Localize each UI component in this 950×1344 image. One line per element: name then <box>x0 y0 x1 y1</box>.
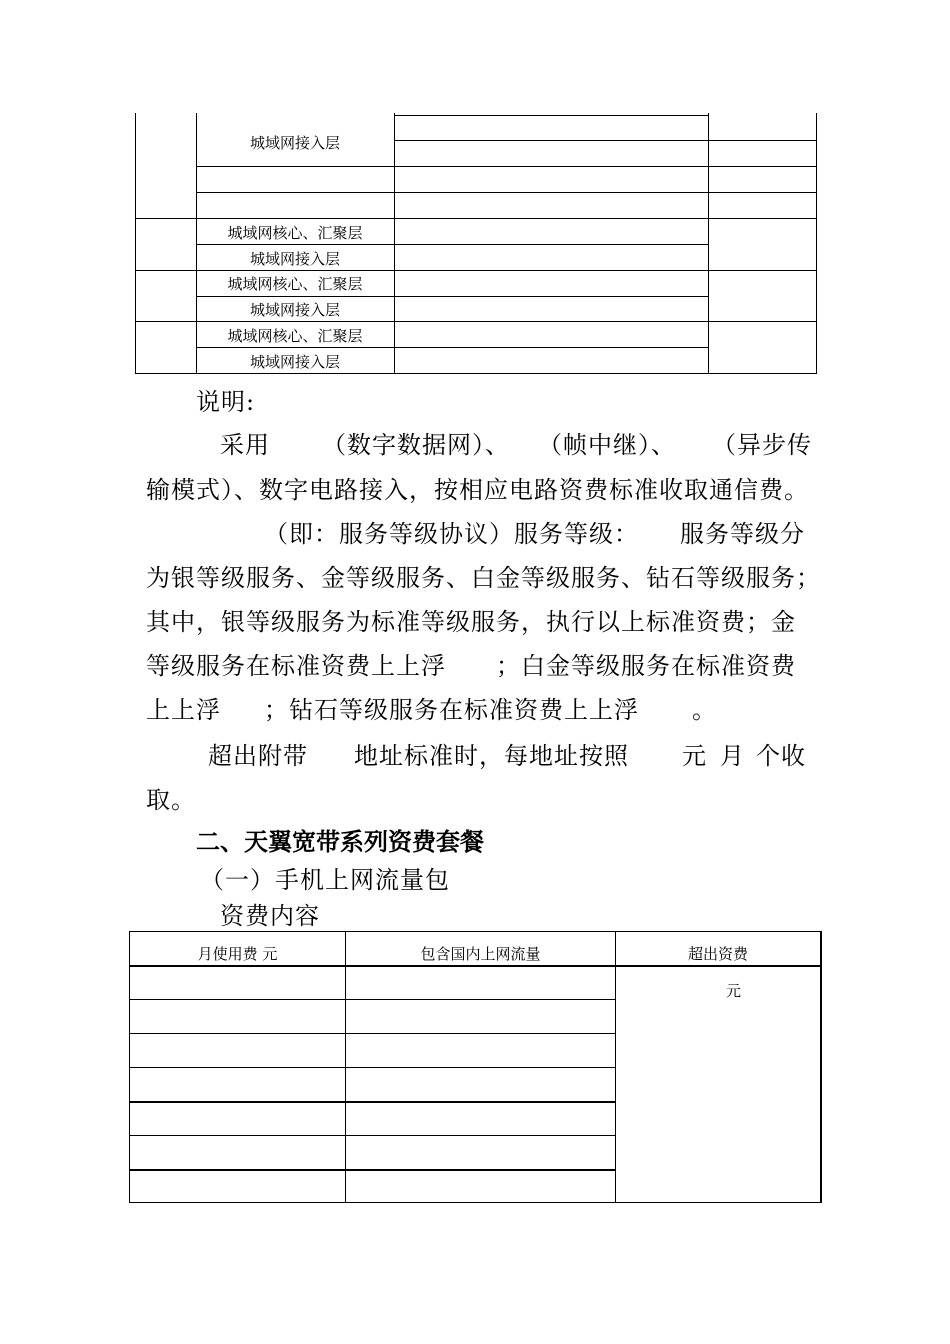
table-1-cell: 城域网核心、汇聚层 <box>227 275 363 293</box>
table-1-cell: 城域网接入层 <box>249 250 340 268</box>
table-1-cell: 城域网接入层 <box>249 353 340 371</box>
notes-text: 取。 <box>146 786 196 814</box>
notes-text: 超出附带 <box>208 742 308 770</box>
notes-text: （异步传 <box>712 431 812 459</box>
table-2-header-traffic: 包含国内上网流量 <box>420 945 541 963</box>
subsection-heading: （一）手机上网流量包 <box>200 866 450 894</box>
notes-text: 输模式）、数字电路接入，按相应电路资费标准收取通信费。 <box>146 476 809 504</box>
notes-text: 服务等级分 <box>680 520 805 548</box>
notes-text: 其中，银等级服务为标准等级服务，执行以上标准资费；金 <box>146 608 796 636</box>
notes-text: ；钻石等级服务在标准资费上上浮 <box>264 696 639 724</box>
notes-text: （即：服务等级协议）服务等级： <box>264 520 639 548</box>
notes-text: 为银等级服务、金等级服务、白金等级服务、钻石等级服务； <box>146 564 821 592</box>
section-heading: 二、天翼宽带系列资费套餐 <box>196 828 484 856</box>
notes-text: （数字数据网）、 <box>322 431 510 459</box>
notes-text: 上上浮 <box>146 696 221 724</box>
notes-text: 元 <box>682 742 707 770</box>
notes-text: 。 <box>692 696 717 724</box>
table-1-cell: 城域网核心、汇聚层 <box>227 224 363 242</box>
notes-text: 采用 <box>220 431 270 459</box>
table-1-cell: 城域网核心、汇聚层 <box>227 327 363 345</box>
notes-text: （帧中继）、 <box>538 431 676 459</box>
notes-text: 等级服务在标准资费上上浮 <box>146 652 446 680</box>
table-2-overage-unit: 元 <box>726 982 742 1000</box>
notes-text: 个收 <box>756 742 806 770</box>
notes-label: 说明: <box>196 388 256 416</box>
table-1-cell: 城域网接入层 <box>249 301 340 319</box>
notes-text: 月 <box>720 742 745 770</box>
notes-text: 地址标准时，每地址按照 <box>354 742 629 770</box>
table-1-cell: 城域网接入层 <box>249 134 340 152</box>
notes-text: ；白金等级服务在标准资费 <box>496 652 796 680</box>
table-2-header-fee: 月使用费 元 <box>197 945 278 963</box>
table-2-header-overage: 超出资费 <box>687 945 748 963</box>
subsection-label: 资费内容 <box>220 902 320 930</box>
